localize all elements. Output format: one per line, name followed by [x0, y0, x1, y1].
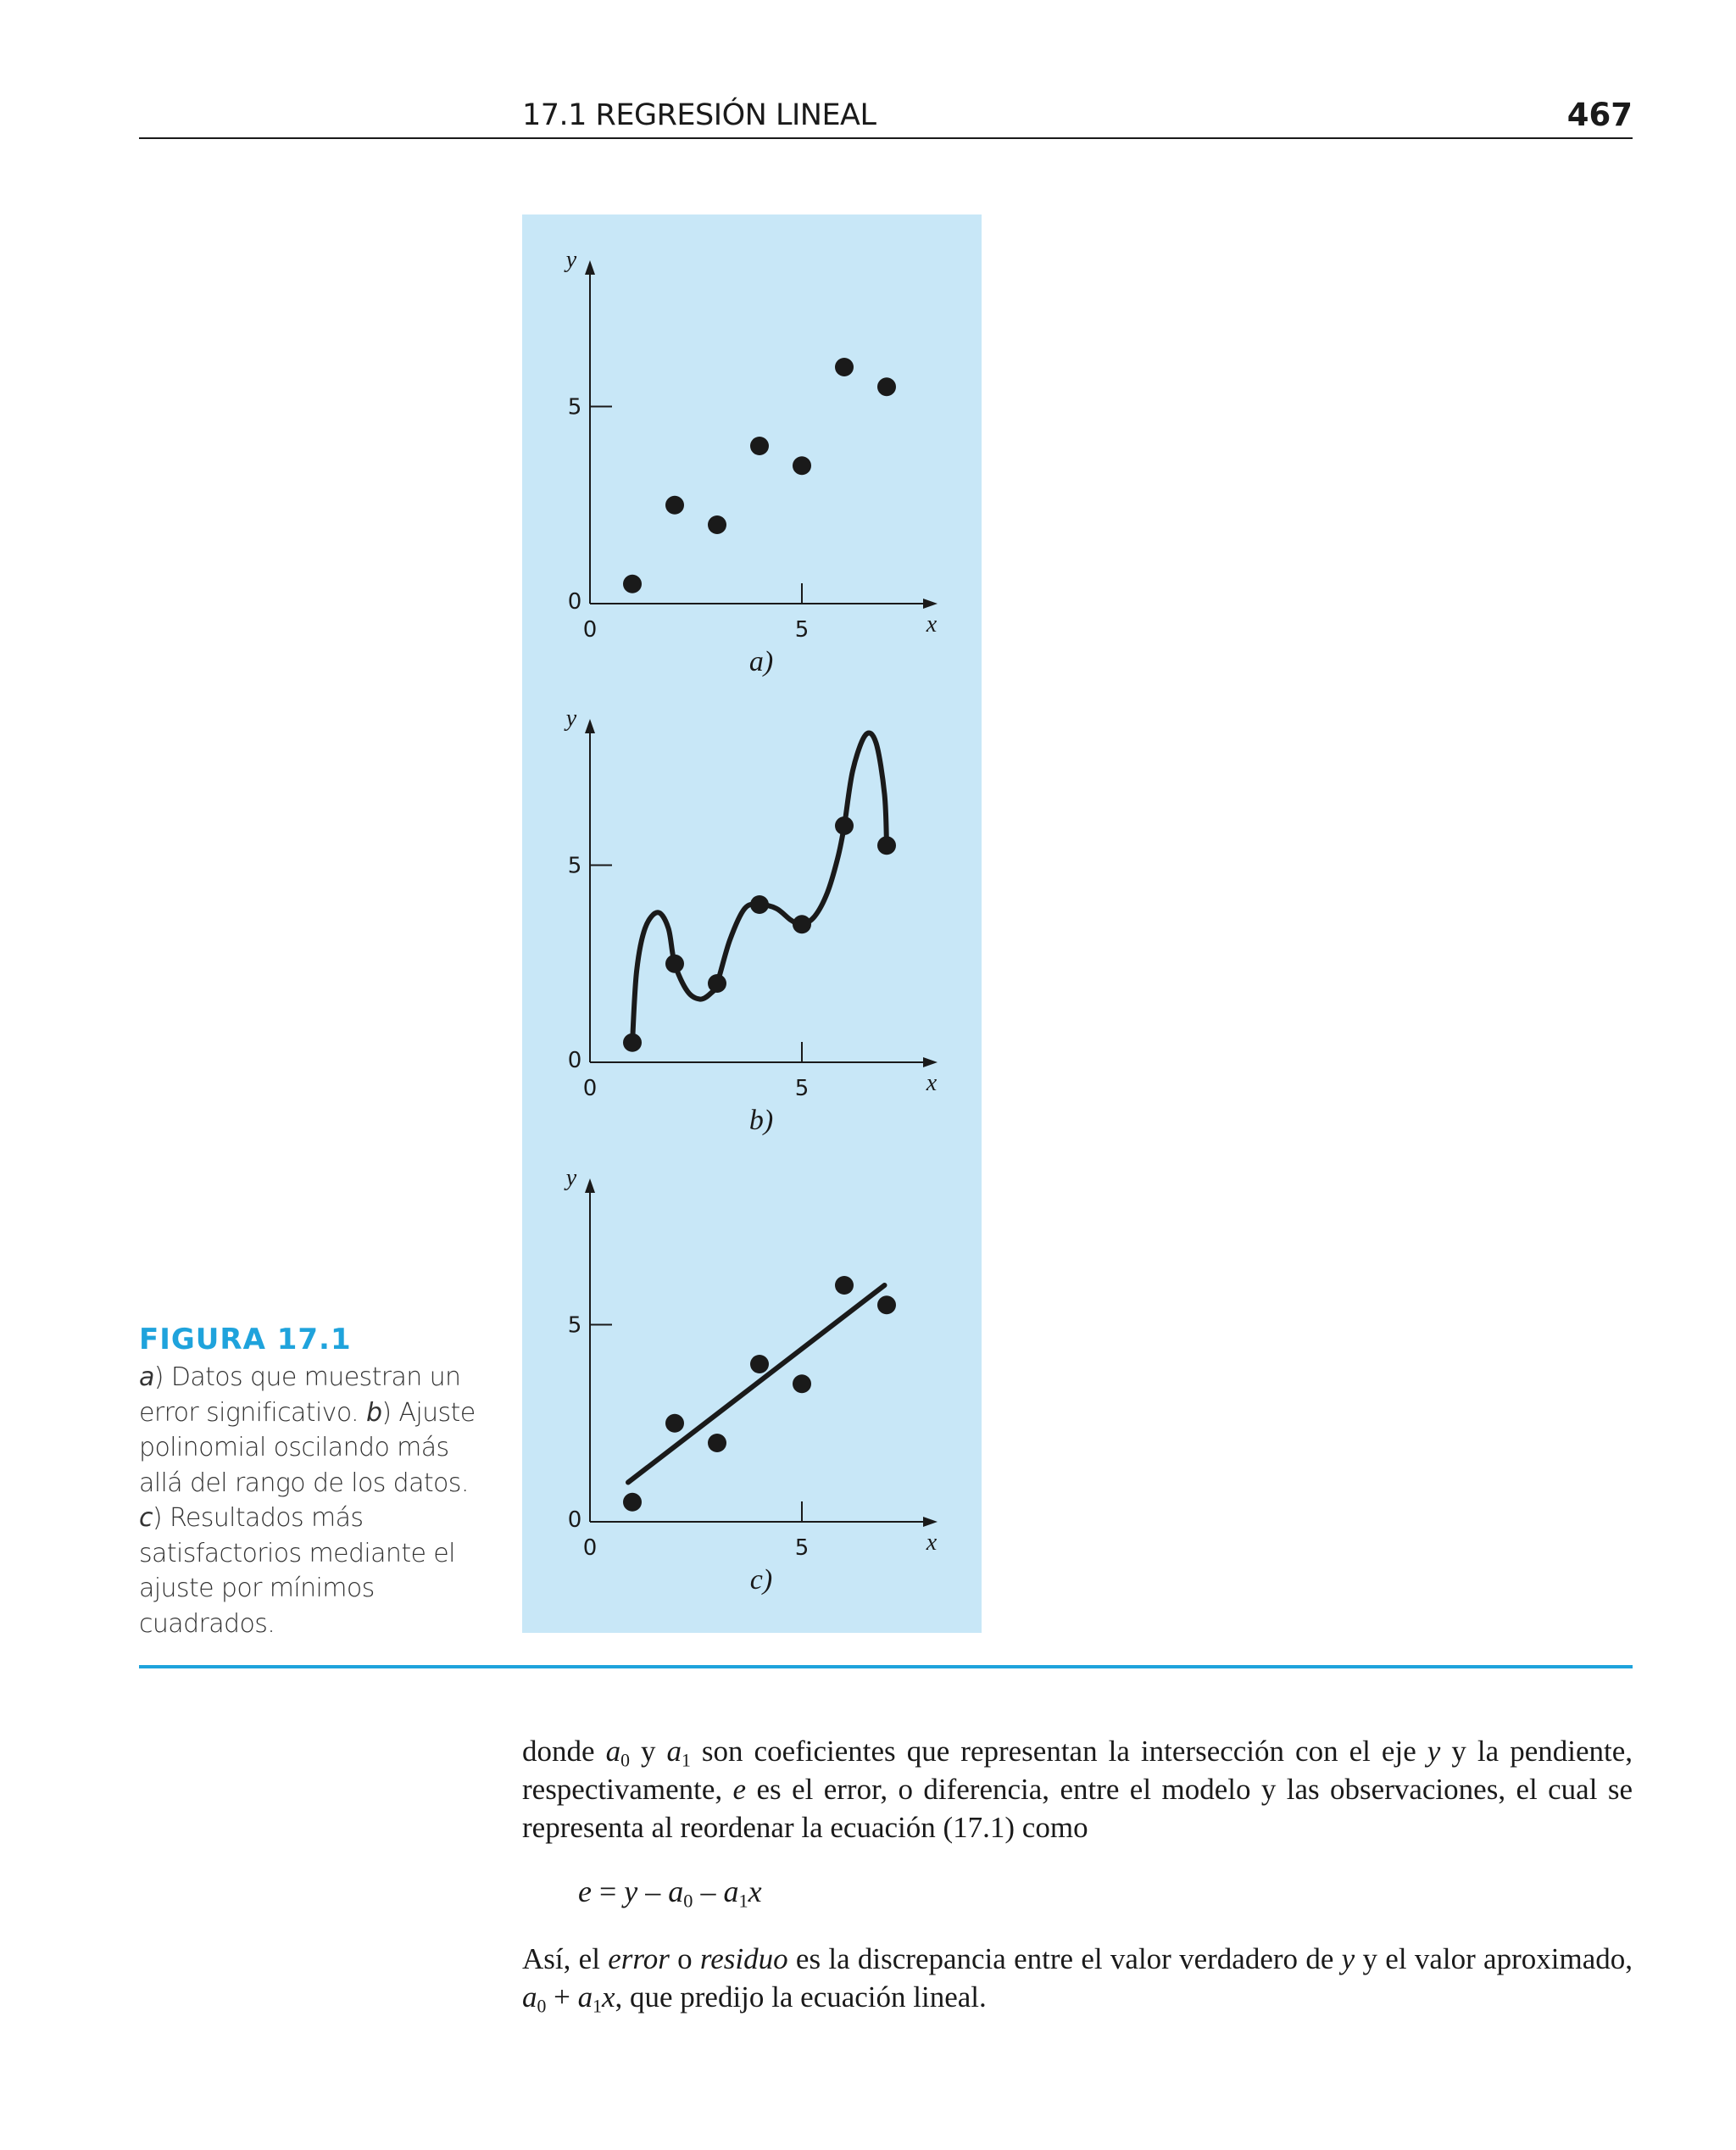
interpolating-polynomial-curve — [632, 732, 887, 1042]
figure-panel — [522, 214, 982, 1633]
panel-label: a) — [748, 646, 774, 677]
data-point — [665, 1414, 684, 1433]
math-var: a — [723, 1874, 739, 1908]
math-sub: 0 — [683, 1890, 693, 1912]
math-sub: 1 — [593, 1996, 602, 2017]
section-title: 17.1 REGRESIÓN LINEAL — [522, 98, 876, 132]
text-run: donde — [522, 1735, 606, 1768]
x-axis-label: x — [926, 1529, 938, 1556]
math-var: a — [522, 1980, 537, 2014]
paragraph-1 — [522, 1732, 1633, 1846]
data-point — [793, 915, 811, 933]
data-point — [623, 575, 642, 593]
x-tick-label: 5 — [794, 1535, 810, 1561]
data-point — [708, 974, 726, 993]
x-axis-arrow-icon — [923, 599, 938, 609]
data-point — [877, 1295, 896, 1314]
caption-label-c: c — [139, 1503, 153, 1533]
y-axis-arrow-icon — [585, 260, 595, 275]
x-axis-arrow-icon — [923, 1057, 938, 1067]
y-tick-label: 0 — [567, 1507, 582, 1533]
data-point — [665, 496, 684, 515]
caption-text-a: ) Datos que muestran un error significativo. — [139, 1362, 461, 1428]
data-point — [623, 1033, 642, 1052]
data-point — [750, 1355, 769, 1373]
y-tick-label: 5 — [567, 394, 582, 421]
math-var: x — [601, 1980, 615, 2014]
math-var: a — [666, 1735, 682, 1768]
math-op: – — [693, 1874, 724, 1908]
math-var: a — [668, 1874, 684, 1908]
data-point — [750, 437, 769, 455]
text-run: Así, el — [522, 1942, 609, 1975]
math-var: a — [605, 1735, 621, 1768]
y-axis-label: y — [565, 1165, 577, 1191]
running-head — [139, 95, 1633, 139]
panel-label: b) — [748, 1105, 774, 1136]
x-tick-label: 5 — [794, 617, 810, 643]
x-tick-label: 5 — [794, 1076, 810, 1101]
y-axis-arrow-icon — [585, 1178, 595, 1193]
text-run: , que predijo la ecuación lineal. — [615, 1980, 987, 2014]
equation-residual — [578, 1874, 762, 1912]
math-op: – — [637, 1874, 669, 1908]
math-op: = — [591, 1874, 625, 1908]
text-run: o — [669, 1942, 700, 1975]
math-var: y — [624, 1874, 638, 1908]
x-tick-label: 0 — [582, 617, 598, 643]
x-axis-arrow-icon — [923, 1517, 938, 1527]
caption-text-b: ) Ajuste polinomial oscilando más allá del rango de los datos. — [139, 1397, 476, 1498]
text-run: es la discrepancia entre el valor verdadero de — [787, 1942, 1342, 1975]
math-var: e — [732, 1773, 747, 1806]
math-sub: 0 — [537, 1996, 547, 2017]
data-point — [793, 456, 811, 475]
data-point — [877, 377, 896, 396]
panel-label: c) — [749, 1564, 773, 1596]
figure-svg — [522, 214, 982, 1633]
math-sub: 0 — [620, 1750, 630, 1771]
y-tick-label: 0 — [567, 1048, 582, 1073]
data-point — [750, 895, 769, 914]
data-point — [708, 1434, 726, 1452]
text-run: son coeficientes que representan la intersección con el eje — [690, 1735, 1427, 1768]
emphasis: residuo — [699, 1942, 788, 1975]
caption-label-a: a — [139, 1362, 154, 1392]
least-squares-line — [628, 1285, 885, 1483]
math-var: y — [1341, 1942, 1355, 1975]
math-op: + — [546, 1980, 578, 2014]
figure-caption — [139, 1323, 478, 1641]
page-number: 467 — [1566, 97, 1633, 133]
data-point — [877, 836, 896, 855]
math-var: e — [578, 1874, 592, 1908]
data-point — [835, 816, 854, 835]
text-run: y la pendiente, respectivamente, — [522, 1735, 1633, 1806]
math-sub: 1 — [682, 1750, 691, 1771]
y-tick-label: 5 — [567, 1312, 582, 1339]
caption-title: FIGURA 17.1 — [139, 1323, 352, 1356]
math-sub: 1 — [738, 1890, 748, 1912]
data-point — [835, 358, 854, 376]
y-tick-label: 0 — [567, 589, 582, 615]
y-axis-arrow-icon — [585, 719, 595, 733]
math-var: x — [748, 1874, 762, 1908]
x-tick-label: 0 — [582, 1076, 598, 1101]
caption-body — [139, 1360, 478, 1641]
data-point — [623, 1493, 642, 1512]
x-axis-label: x — [926, 611, 938, 638]
math-var: y — [1427, 1735, 1441, 1768]
caption-label-b: b — [365, 1397, 382, 1428]
caption-text-c: ) Resultados más satisfactorios mediante el ajuste por mínimos cuadrados. — [139, 1503, 455, 1639]
figure-bottom-rule — [139, 1665, 1633, 1668]
paragraph-2 — [522, 1940, 1633, 2016]
text-run: y — [629, 1735, 667, 1768]
text-run: y el valor aproximado, — [1355, 1942, 1633, 1975]
text-run: es el error, o diferencia, entre el modelo y las observaciones, el cual se representa al reordenar la ecuación (17.1) como — [522, 1773, 1633, 1844]
data-point — [835, 1276, 854, 1295]
y-tick-label: 5 — [567, 853, 582, 879]
math-var: a — [577, 1980, 593, 2014]
y-axis-label: y — [565, 247, 577, 273]
data-point — [665, 955, 684, 973]
data-point — [793, 1374, 811, 1393]
emphasis: error — [608, 1942, 670, 1975]
x-tick-label: 0 — [582, 1535, 598, 1561]
y-axis-label: y — [565, 705, 577, 732]
data-point — [708, 515, 726, 534]
x-axis-label: x — [926, 1070, 938, 1096]
